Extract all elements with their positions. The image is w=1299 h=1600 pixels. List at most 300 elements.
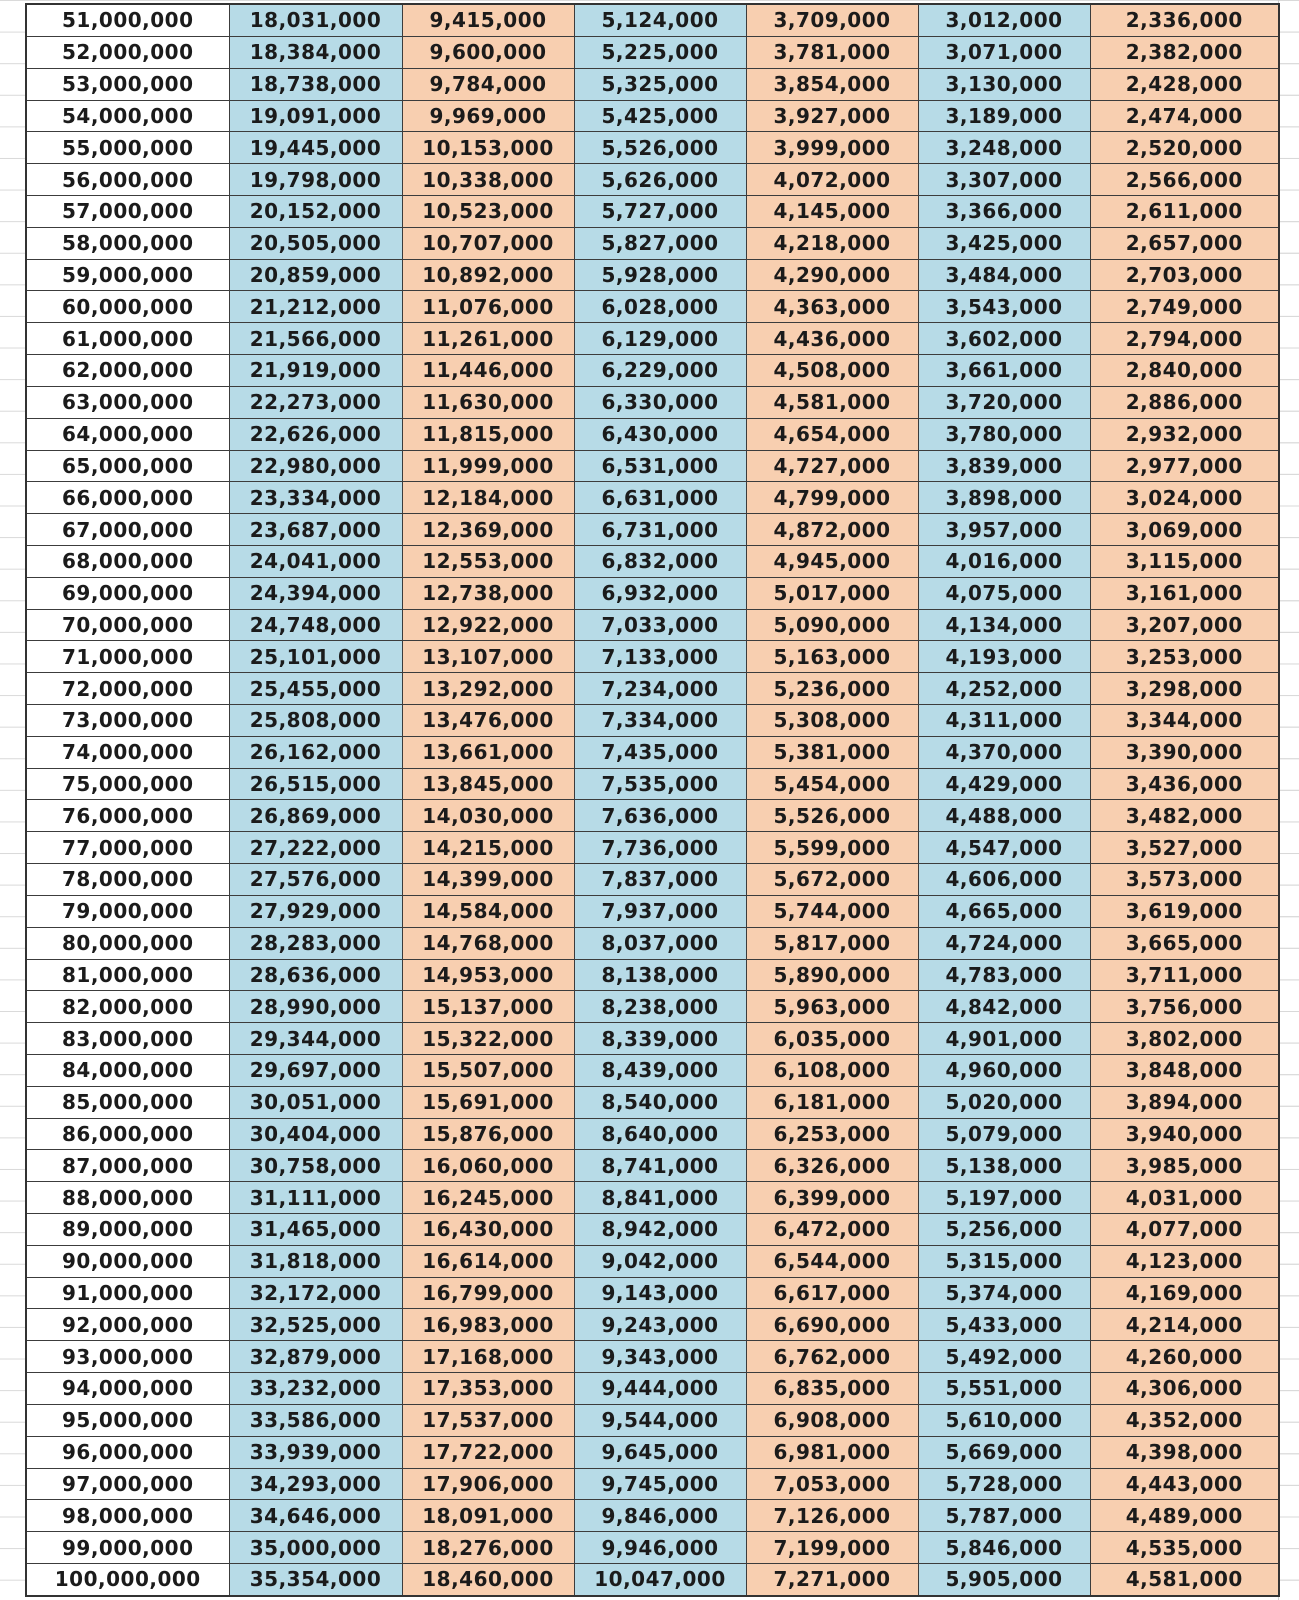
value-cell[interactable]: 33,232,000 <box>229 1373 402 1405</box>
value-cell[interactable]: 21,566,000 <box>229 323 402 355</box>
value-cell[interactable]: 4,352,000 <box>1090 1404 1279 1436</box>
value-cell[interactable]: 17,168,000 <box>402 1341 574 1373</box>
value-cell[interactable]: 25,808,000 <box>229 705 402 737</box>
value-cell[interactable]: 15,691,000 <box>402 1086 574 1118</box>
value-cell[interactable]: 26,162,000 <box>229 736 402 768</box>
amount-cell[interactable]: 93,000,000 <box>26 1341 229 1373</box>
value-cell[interactable]: 16,983,000 <box>402 1309 574 1341</box>
value-cell[interactable]: 3,894,000 <box>1090 1086 1279 1118</box>
value-cell[interactable]: 5,492,000 <box>918 1341 1090 1373</box>
amount-cell[interactable]: 86,000,000 <box>26 1118 229 1150</box>
value-cell[interactable]: 8,138,000 <box>574 959 746 991</box>
value-cell[interactable]: 5,827,000 <box>574 227 746 259</box>
value-cell[interactable]: 4,901,000 <box>918 1023 1090 1055</box>
value-cell[interactable]: 4,508,000 <box>746 355 918 387</box>
value-cell[interactable]: 32,879,000 <box>229 1341 402 1373</box>
amount-cell[interactable]: 92,000,000 <box>26 1309 229 1341</box>
value-cell[interactable]: 4,193,000 <box>918 641 1090 673</box>
amount-cell[interactable]: 52,000,000 <box>26 36 229 68</box>
value-cell[interactable]: 31,818,000 <box>229 1245 402 1277</box>
value-cell[interactable]: 7,535,000 <box>574 768 746 800</box>
value-cell[interactable]: 3,957,000 <box>918 514 1090 546</box>
value-cell[interactable]: 9,969,000 <box>402 100 574 132</box>
value-cell[interactable]: 4,214,000 <box>1090 1309 1279 1341</box>
value-cell[interactable]: 12,738,000 <box>402 577 574 609</box>
value-cell[interactable]: 4,123,000 <box>1090 1245 1279 1277</box>
value-cell[interactable]: 14,953,000 <box>402 959 574 991</box>
value-cell[interactable]: 4,290,000 <box>746 259 918 291</box>
value-cell[interactable]: 5,669,000 <box>918 1436 1090 1468</box>
value-cell[interactable]: 5,138,000 <box>918 1150 1090 1182</box>
amount-cell[interactable]: 81,000,000 <box>26 959 229 991</box>
value-cell[interactable]: 3,071,000 <box>918 36 1090 68</box>
amount-cell[interactable]: 99,000,000 <box>26 1532 229 1564</box>
value-cell[interactable]: 14,584,000 <box>402 895 574 927</box>
value-cell[interactable]: 14,030,000 <box>402 800 574 832</box>
value-cell[interactable]: 4,169,000 <box>1090 1277 1279 1309</box>
value-cell[interactable]: 5,090,000 <box>746 609 918 641</box>
amount-cell[interactable]: 76,000,000 <box>26 800 229 832</box>
value-cell[interactable]: 20,859,000 <box>229 259 402 291</box>
value-cell[interactable]: 12,553,000 <box>402 545 574 577</box>
value-cell[interactable]: 30,404,000 <box>229 1118 402 1150</box>
value-cell[interactable]: 8,339,000 <box>574 1023 746 1055</box>
value-cell[interactable]: 5,728,000 <box>918 1468 1090 1500</box>
amount-cell[interactable]: 80,000,000 <box>26 927 229 959</box>
value-cell[interactable]: 4,724,000 <box>918 927 1090 959</box>
value-cell[interactable]: 13,845,000 <box>402 768 574 800</box>
amount-cell[interactable]: 65,000,000 <box>26 450 229 482</box>
value-cell[interactable]: 9,745,000 <box>574 1468 746 1500</box>
value-cell[interactable]: 4,252,000 <box>918 673 1090 705</box>
value-cell[interactable]: 4,306,000 <box>1090 1373 1279 1405</box>
value-cell[interactable]: 5,020,000 <box>918 1086 1090 1118</box>
value-cell[interactable]: 6,631,000 <box>574 482 746 514</box>
value-cell[interactable]: 24,041,000 <box>229 545 402 577</box>
value-cell[interactable]: 22,273,000 <box>229 386 402 418</box>
value-cell[interactable]: 3,573,000 <box>1090 864 1279 896</box>
value-cell[interactable]: 16,060,000 <box>402 1150 574 1182</box>
value-cell[interactable]: 5,454,000 <box>746 768 918 800</box>
value-cell[interactable]: 3,482,000 <box>1090 800 1279 832</box>
value-cell[interactable]: 4,260,000 <box>1090 1341 1279 1373</box>
value-cell[interactable]: 7,334,000 <box>574 705 746 737</box>
value-cell[interactable]: 3,527,000 <box>1090 832 1279 864</box>
value-cell[interactable]: 15,322,000 <box>402 1023 574 1055</box>
value-cell[interactable]: 5,381,000 <box>746 736 918 768</box>
value-cell[interactable]: 7,033,000 <box>574 609 746 641</box>
value-cell[interactable]: 6,129,000 <box>574 323 746 355</box>
value-cell[interactable]: 28,283,000 <box>229 927 402 959</box>
value-cell[interactable]: 13,476,000 <box>402 705 574 737</box>
amount-cell[interactable]: 87,000,000 <box>26 1150 229 1182</box>
value-cell[interactable]: 18,031,000 <box>229 4 402 36</box>
value-cell[interactable]: 17,722,000 <box>402 1436 574 1468</box>
amount-cell[interactable]: 59,000,000 <box>26 259 229 291</box>
value-cell[interactable]: 3,543,000 <box>918 291 1090 323</box>
amount-cell[interactable]: 71,000,000 <box>26 641 229 673</box>
value-cell[interactable]: 4,489,000 <box>1090 1500 1279 1532</box>
value-cell[interactable]: 3,069,000 <box>1090 514 1279 546</box>
value-cell[interactable]: 5,374,000 <box>918 1277 1090 1309</box>
value-cell[interactable]: 3,720,000 <box>918 386 1090 418</box>
value-cell[interactable]: 2,749,000 <box>1090 291 1279 323</box>
value-cell[interactable]: 3,366,000 <box>918 196 1090 228</box>
value-cell[interactable]: 3,781,000 <box>746 36 918 68</box>
value-cell[interactable]: 13,661,000 <box>402 736 574 768</box>
value-cell[interactable]: 8,741,000 <box>574 1150 746 1182</box>
value-cell[interactable]: 2,336,000 <box>1090 4 1279 36</box>
value-cell[interactable]: 11,446,000 <box>402 355 574 387</box>
value-cell[interactable]: 9,544,000 <box>574 1404 746 1436</box>
value-cell[interactable]: 7,435,000 <box>574 736 746 768</box>
amount-cell[interactable]: 63,000,000 <box>26 386 229 418</box>
value-cell[interactable]: 6,108,000 <box>746 1054 918 1086</box>
value-cell[interactable]: 15,137,000 <box>402 991 574 1023</box>
value-cell[interactable]: 3,130,000 <box>918 68 1090 100</box>
value-cell[interactable]: 4,547,000 <box>918 832 1090 864</box>
value-cell[interactable]: 21,919,000 <box>229 355 402 387</box>
amount-cell[interactable]: 100,000,000 <box>26 1563 229 1596</box>
amount-cell[interactable]: 75,000,000 <box>26 768 229 800</box>
value-cell[interactable]: 19,445,000 <box>229 132 402 164</box>
value-cell[interactable]: 9,444,000 <box>574 1373 746 1405</box>
value-cell[interactable]: 3,940,000 <box>1090 1118 1279 1150</box>
value-cell[interactable]: 4,960,000 <box>918 1054 1090 1086</box>
value-cell[interactable]: 5,626,000 <box>574 164 746 196</box>
value-cell[interactable]: 4,842,000 <box>918 991 1090 1023</box>
value-cell[interactable]: 5,433,000 <box>918 1309 1090 1341</box>
value-cell[interactable]: 9,600,000 <box>402 36 574 68</box>
value-cell[interactable]: 2,566,000 <box>1090 164 1279 196</box>
amount-cell[interactable]: 61,000,000 <box>26 323 229 355</box>
value-cell[interactable]: 3,665,000 <box>1090 927 1279 959</box>
value-cell[interactable]: 29,344,000 <box>229 1023 402 1055</box>
value-cell[interactable]: 4,581,000 <box>1090 1563 1279 1596</box>
amount-cell[interactable]: 94,000,000 <box>26 1373 229 1405</box>
value-cell[interactable]: 5,526,000 <box>746 800 918 832</box>
amount-cell[interactable]: 56,000,000 <box>26 164 229 196</box>
value-cell[interactable]: 33,586,000 <box>229 1404 402 1436</box>
value-cell[interactable]: 2,428,000 <box>1090 68 1279 100</box>
value-cell[interactable]: 5,672,000 <box>746 864 918 896</box>
value-cell[interactable]: 8,841,000 <box>574 1182 746 1214</box>
value-cell[interactable]: 6,531,000 <box>574 450 746 482</box>
amount-cell[interactable]: 83,000,000 <box>26 1023 229 1055</box>
value-cell[interactable]: 30,051,000 <box>229 1086 402 1118</box>
value-cell[interactable]: 17,906,000 <box>402 1468 574 1500</box>
value-cell[interactable]: 7,053,000 <box>746 1468 918 1500</box>
value-cell[interactable]: 2,886,000 <box>1090 386 1279 418</box>
amount-cell[interactable]: 89,000,000 <box>26 1214 229 1246</box>
value-cell[interactable]: 4,031,000 <box>1090 1182 1279 1214</box>
value-cell[interactable]: 9,946,000 <box>574 1532 746 1564</box>
value-cell[interactable]: 2,794,000 <box>1090 323 1279 355</box>
value-cell[interactable]: 26,515,000 <box>229 768 402 800</box>
value-cell[interactable]: 18,738,000 <box>229 68 402 100</box>
amount-cell[interactable]: 54,000,000 <box>26 100 229 132</box>
value-cell[interactable]: 11,815,000 <box>402 418 574 450</box>
value-cell[interactable]: 8,238,000 <box>574 991 746 1023</box>
amount-cell[interactable]: 57,000,000 <box>26 196 229 228</box>
value-cell[interactable]: 7,199,000 <box>746 1532 918 1564</box>
value-cell[interactable]: 10,707,000 <box>402 227 574 259</box>
value-cell[interactable]: 7,133,000 <box>574 641 746 673</box>
value-cell[interactable]: 34,646,000 <box>229 1500 402 1532</box>
value-cell[interactable]: 8,942,000 <box>574 1214 746 1246</box>
amount-cell[interactable]: 64,000,000 <box>26 418 229 450</box>
value-cell[interactable]: 15,507,000 <box>402 1054 574 1086</box>
value-cell[interactable]: 6,690,000 <box>746 1309 918 1341</box>
value-cell[interactable]: 10,892,000 <box>402 259 574 291</box>
value-cell[interactable]: 5,425,000 <box>574 100 746 132</box>
value-cell[interactable]: 3,839,000 <box>918 450 1090 482</box>
value-cell[interactable]: 4,311,000 <box>918 705 1090 737</box>
value-cell[interactable]: 10,523,000 <box>402 196 574 228</box>
value-cell[interactable]: 9,343,000 <box>574 1341 746 1373</box>
value-cell[interactable]: 2,474,000 <box>1090 100 1279 132</box>
value-cell[interactable]: 12,369,000 <box>402 514 574 546</box>
value-cell[interactable]: 9,784,000 <box>402 68 574 100</box>
value-cell[interactable]: 31,465,000 <box>229 1214 402 1246</box>
value-cell[interactable]: 4,872,000 <box>746 514 918 546</box>
value-cell[interactable]: 5,727,000 <box>574 196 746 228</box>
amount-cell[interactable]: 58,000,000 <box>26 227 229 259</box>
value-cell[interactable]: 5,308,000 <box>746 705 918 737</box>
value-cell[interactable]: 4,370,000 <box>918 736 1090 768</box>
value-cell[interactable]: 25,455,000 <box>229 673 402 705</box>
value-cell[interactable]: 5,890,000 <box>746 959 918 991</box>
value-cell[interactable]: 19,798,000 <box>229 164 402 196</box>
value-cell[interactable]: 3,248,000 <box>918 132 1090 164</box>
value-cell[interactable]: 2,977,000 <box>1090 450 1279 482</box>
value-cell[interactable]: 3,253,000 <box>1090 641 1279 673</box>
value-cell[interactable]: 9,042,000 <box>574 1245 746 1277</box>
value-cell[interactable]: 14,215,000 <box>402 832 574 864</box>
value-cell[interactable]: 3,307,000 <box>918 164 1090 196</box>
value-cell[interactable]: 6,932,000 <box>574 577 746 609</box>
value-cell[interactable]: 11,630,000 <box>402 386 574 418</box>
value-cell[interactable]: 4,134,000 <box>918 609 1090 641</box>
value-cell[interactable]: 25,101,000 <box>229 641 402 673</box>
value-cell[interactable]: 9,645,000 <box>574 1436 746 1468</box>
value-cell[interactable]: 27,576,000 <box>229 864 402 896</box>
value-cell[interactable]: 3,711,000 <box>1090 959 1279 991</box>
value-cell[interactable]: 3,484,000 <box>918 259 1090 291</box>
value-cell[interactable]: 4,665,000 <box>918 895 1090 927</box>
value-cell[interactable]: 4,072,000 <box>746 164 918 196</box>
value-cell[interactable]: 6,181,000 <box>746 1086 918 1118</box>
value-cell[interactable]: 5,610,000 <box>918 1404 1090 1436</box>
value-cell[interactable]: 4,398,000 <box>1090 1436 1279 1468</box>
value-cell[interactable]: 10,338,000 <box>402 164 574 196</box>
value-cell[interactable]: 5,744,000 <box>746 895 918 927</box>
value-cell[interactable]: 27,222,000 <box>229 832 402 864</box>
value-cell[interactable]: 6,544,000 <box>746 1245 918 1277</box>
value-cell[interactable]: 7,234,000 <box>574 673 746 705</box>
value-cell[interactable]: 14,399,000 <box>402 864 574 896</box>
value-cell[interactable]: 6,326,000 <box>746 1150 918 1182</box>
value-cell[interactable]: 6,430,000 <box>574 418 746 450</box>
value-cell[interactable]: 28,636,000 <box>229 959 402 991</box>
amount-cell[interactable]: 67,000,000 <box>26 514 229 546</box>
value-cell[interactable]: 4,443,000 <box>1090 1468 1279 1500</box>
value-cell[interactable]: 3,802,000 <box>1090 1023 1279 1055</box>
value-cell[interactable]: 6,035,000 <box>746 1023 918 1055</box>
amount-cell[interactable]: 73,000,000 <box>26 705 229 737</box>
value-cell[interactable]: 3,298,000 <box>1090 673 1279 705</box>
value-cell[interactable]: 5,787,000 <box>918 1500 1090 1532</box>
value-cell[interactable]: 34,293,000 <box>229 1468 402 1500</box>
value-cell[interactable]: 7,937,000 <box>574 895 746 927</box>
value-cell[interactable]: 17,353,000 <box>402 1373 574 1405</box>
amount-cell[interactable]: 98,000,000 <box>26 1500 229 1532</box>
value-cell[interactable]: 6,981,000 <box>746 1436 918 1468</box>
value-cell[interactable]: 27,929,000 <box>229 895 402 927</box>
value-cell[interactable]: 4,799,000 <box>746 482 918 514</box>
value-cell[interactable]: 2,932,000 <box>1090 418 1279 450</box>
amount-cell[interactable]: 84,000,000 <box>26 1054 229 1086</box>
value-cell[interactable]: 3,012,000 <box>918 4 1090 36</box>
value-cell[interactable]: 6,731,000 <box>574 514 746 546</box>
value-cell[interactable]: 18,091,000 <box>402 1500 574 1532</box>
amount-cell[interactable]: 72,000,000 <box>26 673 229 705</box>
value-cell[interactable]: 6,330,000 <box>574 386 746 418</box>
value-cell[interactable]: 32,525,000 <box>229 1309 402 1341</box>
value-cell[interactable]: 18,276,000 <box>402 1532 574 1564</box>
value-cell[interactable]: 5,846,000 <box>918 1532 1090 1564</box>
value-cell[interactable]: 5,526,000 <box>574 132 746 164</box>
amount-cell[interactable]: 70,000,000 <box>26 609 229 641</box>
value-cell[interactable]: 11,261,000 <box>402 323 574 355</box>
amount-cell[interactable]: 78,000,000 <box>26 864 229 896</box>
value-cell[interactable]: 9,846,000 <box>574 1500 746 1532</box>
value-cell[interactable]: 3,390,000 <box>1090 736 1279 768</box>
value-cell[interactable]: 26,869,000 <box>229 800 402 832</box>
value-cell[interactable]: 2,840,000 <box>1090 355 1279 387</box>
amount-cell[interactable]: 90,000,000 <box>26 1245 229 1277</box>
value-cell[interactable]: 5,079,000 <box>918 1118 1090 1150</box>
value-cell[interactable]: 29,697,000 <box>229 1054 402 1086</box>
value-cell[interactable]: 3,189,000 <box>918 100 1090 132</box>
value-cell[interactable]: 22,980,000 <box>229 450 402 482</box>
amount-cell[interactable]: 51,000,000 <box>26 4 229 36</box>
value-cell[interactable]: 3,927,000 <box>746 100 918 132</box>
value-cell[interactable]: 10,153,000 <box>402 132 574 164</box>
value-cell[interactable]: 8,037,000 <box>574 927 746 959</box>
value-cell[interactable]: 4,606,000 <box>918 864 1090 896</box>
value-cell[interactable]: 16,430,000 <box>402 1214 574 1246</box>
value-cell[interactable]: 4,581,000 <box>746 386 918 418</box>
value-cell[interactable]: 19,091,000 <box>229 100 402 132</box>
value-cell[interactable]: 16,245,000 <box>402 1182 574 1214</box>
value-cell[interactable]: 7,837,000 <box>574 864 746 896</box>
value-cell[interactable]: 6,399,000 <box>746 1182 918 1214</box>
amount-cell[interactable]: 74,000,000 <box>26 736 229 768</box>
value-cell[interactable]: 9,415,000 <box>402 4 574 36</box>
value-cell[interactable]: 3,207,000 <box>1090 609 1279 641</box>
amount-cell[interactable]: 62,000,000 <box>26 355 229 387</box>
value-cell[interactable]: 32,172,000 <box>229 1277 402 1309</box>
value-cell[interactable]: 5,599,000 <box>746 832 918 864</box>
value-cell[interactable]: 23,334,000 <box>229 482 402 514</box>
value-cell[interactable]: 4,436,000 <box>746 323 918 355</box>
amount-cell[interactable]: 95,000,000 <box>26 1404 229 1436</box>
value-cell[interactable]: 3,756,000 <box>1090 991 1279 1023</box>
value-cell[interactable]: 13,107,000 <box>402 641 574 673</box>
amount-cell[interactable]: 66,000,000 <box>26 482 229 514</box>
value-cell[interactable]: 4,535,000 <box>1090 1532 1279 1564</box>
value-cell[interactable]: 4,218,000 <box>746 227 918 259</box>
value-cell[interactable]: 3,780,000 <box>918 418 1090 450</box>
value-cell[interactable]: 2,382,000 <box>1090 36 1279 68</box>
value-cell[interactable]: 31,111,000 <box>229 1182 402 1214</box>
value-cell[interactable]: 3,115,000 <box>1090 545 1279 577</box>
value-cell[interactable]: 18,460,000 <box>402 1563 574 1596</box>
value-cell[interactable]: 2,611,000 <box>1090 196 1279 228</box>
value-cell[interactable]: 6,835,000 <box>746 1373 918 1405</box>
value-cell[interactable]: 21,212,000 <box>229 291 402 323</box>
value-cell[interactable]: 3,161,000 <box>1090 577 1279 609</box>
value-cell[interactable]: 3,344,000 <box>1090 705 1279 737</box>
value-cell[interactable]: 6,472,000 <box>746 1214 918 1246</box>
value-cell[interactable]: 5,236,000 <box>746 673 918 705</box>
value-cell[interactable]: 33,939,000 <box>229 1436 402 1468</box>
value-cell[interactable]: 5,124,000 <box>574 4 746 36</box>
value-cell[interactable]: 3,898,000 <box>918 482 1090 514</box>
value-cell[interactable]: 4,075,000 <box>918 577 1090 609</box>
value-cell[interactable]: 7,636,000 <box>574 800 746 832</box>
value-cell[interactable]: 5,817,000 <box>746 927 918 959</box>
value-cell[interactable]: 3,848,000 <box>1090 1054 1279 1086</box>
value-cell[interactable]: 12,184,000 <box>402 482 574 514</box>
value-cell[interactable]: 8,640,000 <box>574 1118 746 1150</box>
value-cell[interactable]: 12,922,000 <box>402 609 574 641</box>
value-cell[interactable]: 18,384,000 <box>229 36 402 68</box>
value-cell[interactable]: 4,945,000 <box>746 545 918 577</box>
value-cell[interactable]: 5,225,000 <box>574 36 746 68</box>
value-cell[interactable]: 5,197,000 <box>918 1182 1090 1214</box>
value-cell[interactable]: 2,703,000 <box>1090 259 1279 291</box>
value-cell[interactable]: 24,394,000 <box>229 577 402 609</box>
amount-cell[interactable]: 69,000,000 <box>26 577 229 609</box>
value-cell[interactable]: 4,783,000 <box>918 959 1090 991</box>
value-cell[interactable]: 6,253,000 <box>746 1118 918 1150</box>
amount-cell[interactable]: 68,000,000 <box>26 545 229 577</box>
value-cell[interactable]: 13,292,000 <box>402 673 574 705</box>
value-cell[interactable]: 4,145,000 <box>746 196 918 228</box>
value-cell[interactable]: 4,429,000 <box>918 768 1090 800</box>
value-cell[interactable]: 3,661,000 <box>918 355 1090 387</box>
value-cell[interactable]: 2,520,000 <box>1090 132 1279 164</box>
amount-cell[interactable]: 91,000,000 <box>26 1277 229 1309</box>
value-cell[interactable]: 5,963,000 <box>746 991 918 1023</box>
value-cell[interactable]: 3,425,000 <box>918 227 1090 259</box>
value-cell[interactable]: 4,016,000 <box>918 545 1090 577</box>
value-cell[interactable]: 6,832,000 <box>574 545 746 577</box>
amount-cell[interactable]: 88,000,000 <box>26 1182 229 1214</box>
amount-cell[interactable]: 97,000,000 <box>26 1468 229 1500</box>
value-cell[interactable]: 3,999,000 <box>746 132 918 164</box>
value-cell[interactable]: 9,143,000 <box>574 1277 746 1309</box>
amount-cell[interactable]: 60,000,000 <box>26 291 229 323</box>
value-cell[interactable]: 35,000,000 <box>229 1532 402 1564</box>
value-cell[interactable]: 9,243,000 <box>574 1309 746 1341</box>
value-cell[interactable]: 5,315,000 <box>918 1245 1090 1277</box>
value-cell[interactable]: 3,619,000 <box>1090 895 1279 927</box>
value-cell[interactable]: 15,876,000 <box>402 1118 574 1150</box>
value-cell[interactable]: 3,854,000 <box>746 68 918 100</box>
